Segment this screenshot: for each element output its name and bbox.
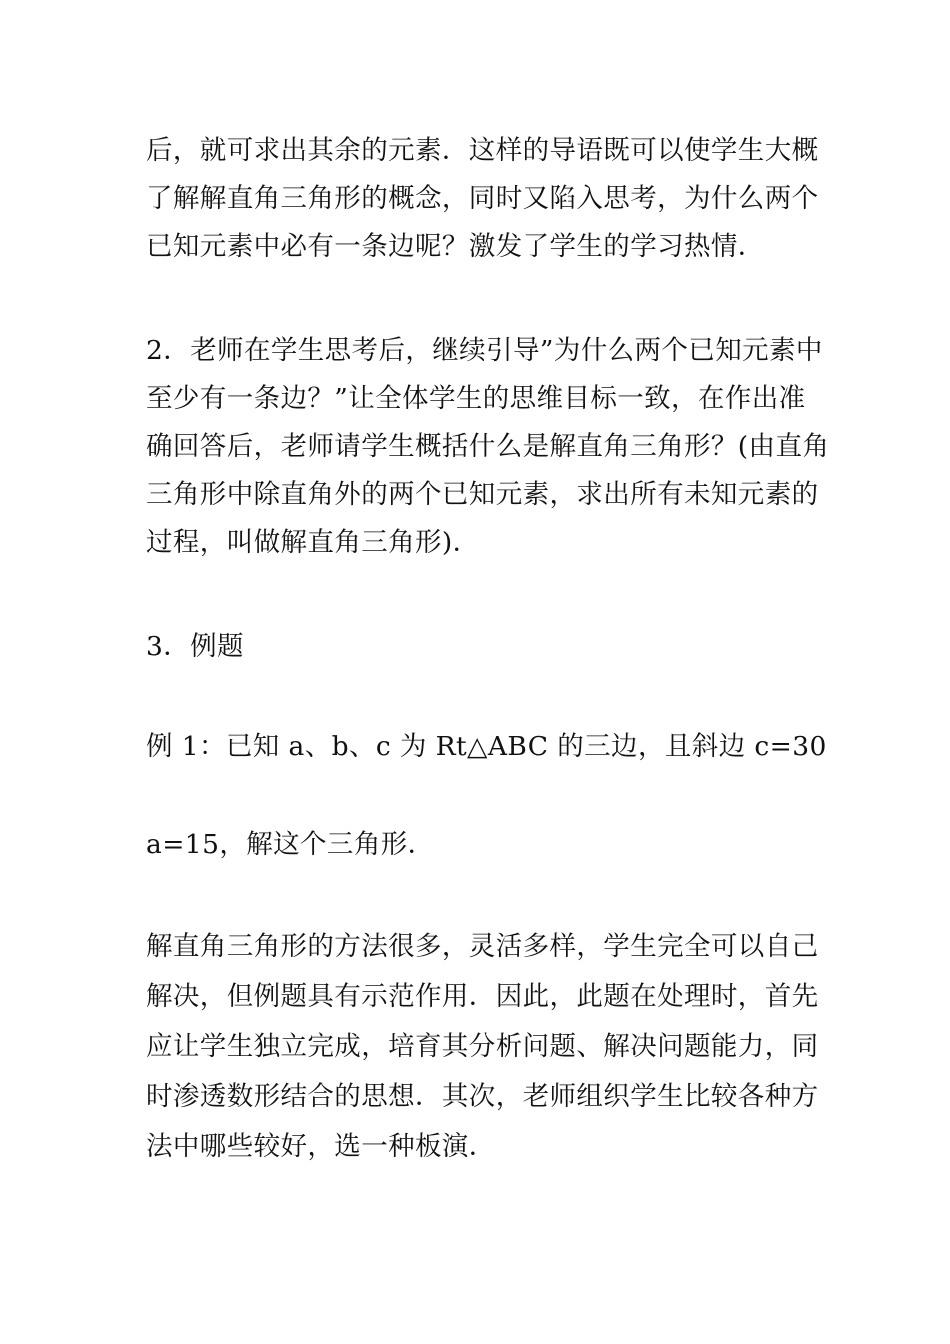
paragraph-4-line-3: 应让学生独立完成，培育其分析问题、解决问题能力，同 (146, 1031, 819, 1062)
example-1-statement: 例 1：已知 a、b、c 为 Rt△ABC 的三边，且斜边 c=30 (146, 731, 827, 762)
paragraph-4-line-4: 时渗透数形结合的思想．其次，老师组织学生比较各种方 (146, 1081, 819, 1112)
paragraph-1-line-3: 已知元素中必有一条边呢？激发了学生的学习热情． (146, 231, 765, 262)
paragraph-2-line-2: 至少有一条边？”让全体学生的思维目标一致，在作出准 (146, 383, 806, 414)
paragraph-4-line-5: 法中哪些较好，选一种板演． (146, 1131, 496, 1162)
paragraph-4-line-1: 解直角三角形的方法很多，灵活多样，学生完全可以自己 (146, 931, 819, 962)
paragraph-1-line-2: 了解解直角三角形的概念，同时又陷入思考，为什么两个 (146, 183, 819, 214)
paragraph-2-line-5: 过程，叫做解直角三角形)． (146, 527, 480, 558)
paragraph-2-line-3: 确回答后，老师请学生概括什么是解直角三角形？(由直角 (146, 431, 830, 462)
paragraph-4-line-2: 解决，但例题具有示范作用．因此，此题在处理时，首先 (146, 981, 819, 1012)
example-1-continuation: a=15，解这个三角形． (146, 829, 435, 860)
section-heading-examples: 3．例题 (146, 631, 244, 662)
paragraph-2-line-1: 2．老师在学生思考后，继续引导”为什么两个已知元素中 (146, 335, 823, 366)
paragraph-2-line-4: 三角形中除直角外的两个已知元素，求出所有未知元素的 (146, 479, 819, 510)
paragraph-1-line-1: 后，就可求出其余的元素．这样的导语既可以使学生大概 (146, 135, 819, 166)
